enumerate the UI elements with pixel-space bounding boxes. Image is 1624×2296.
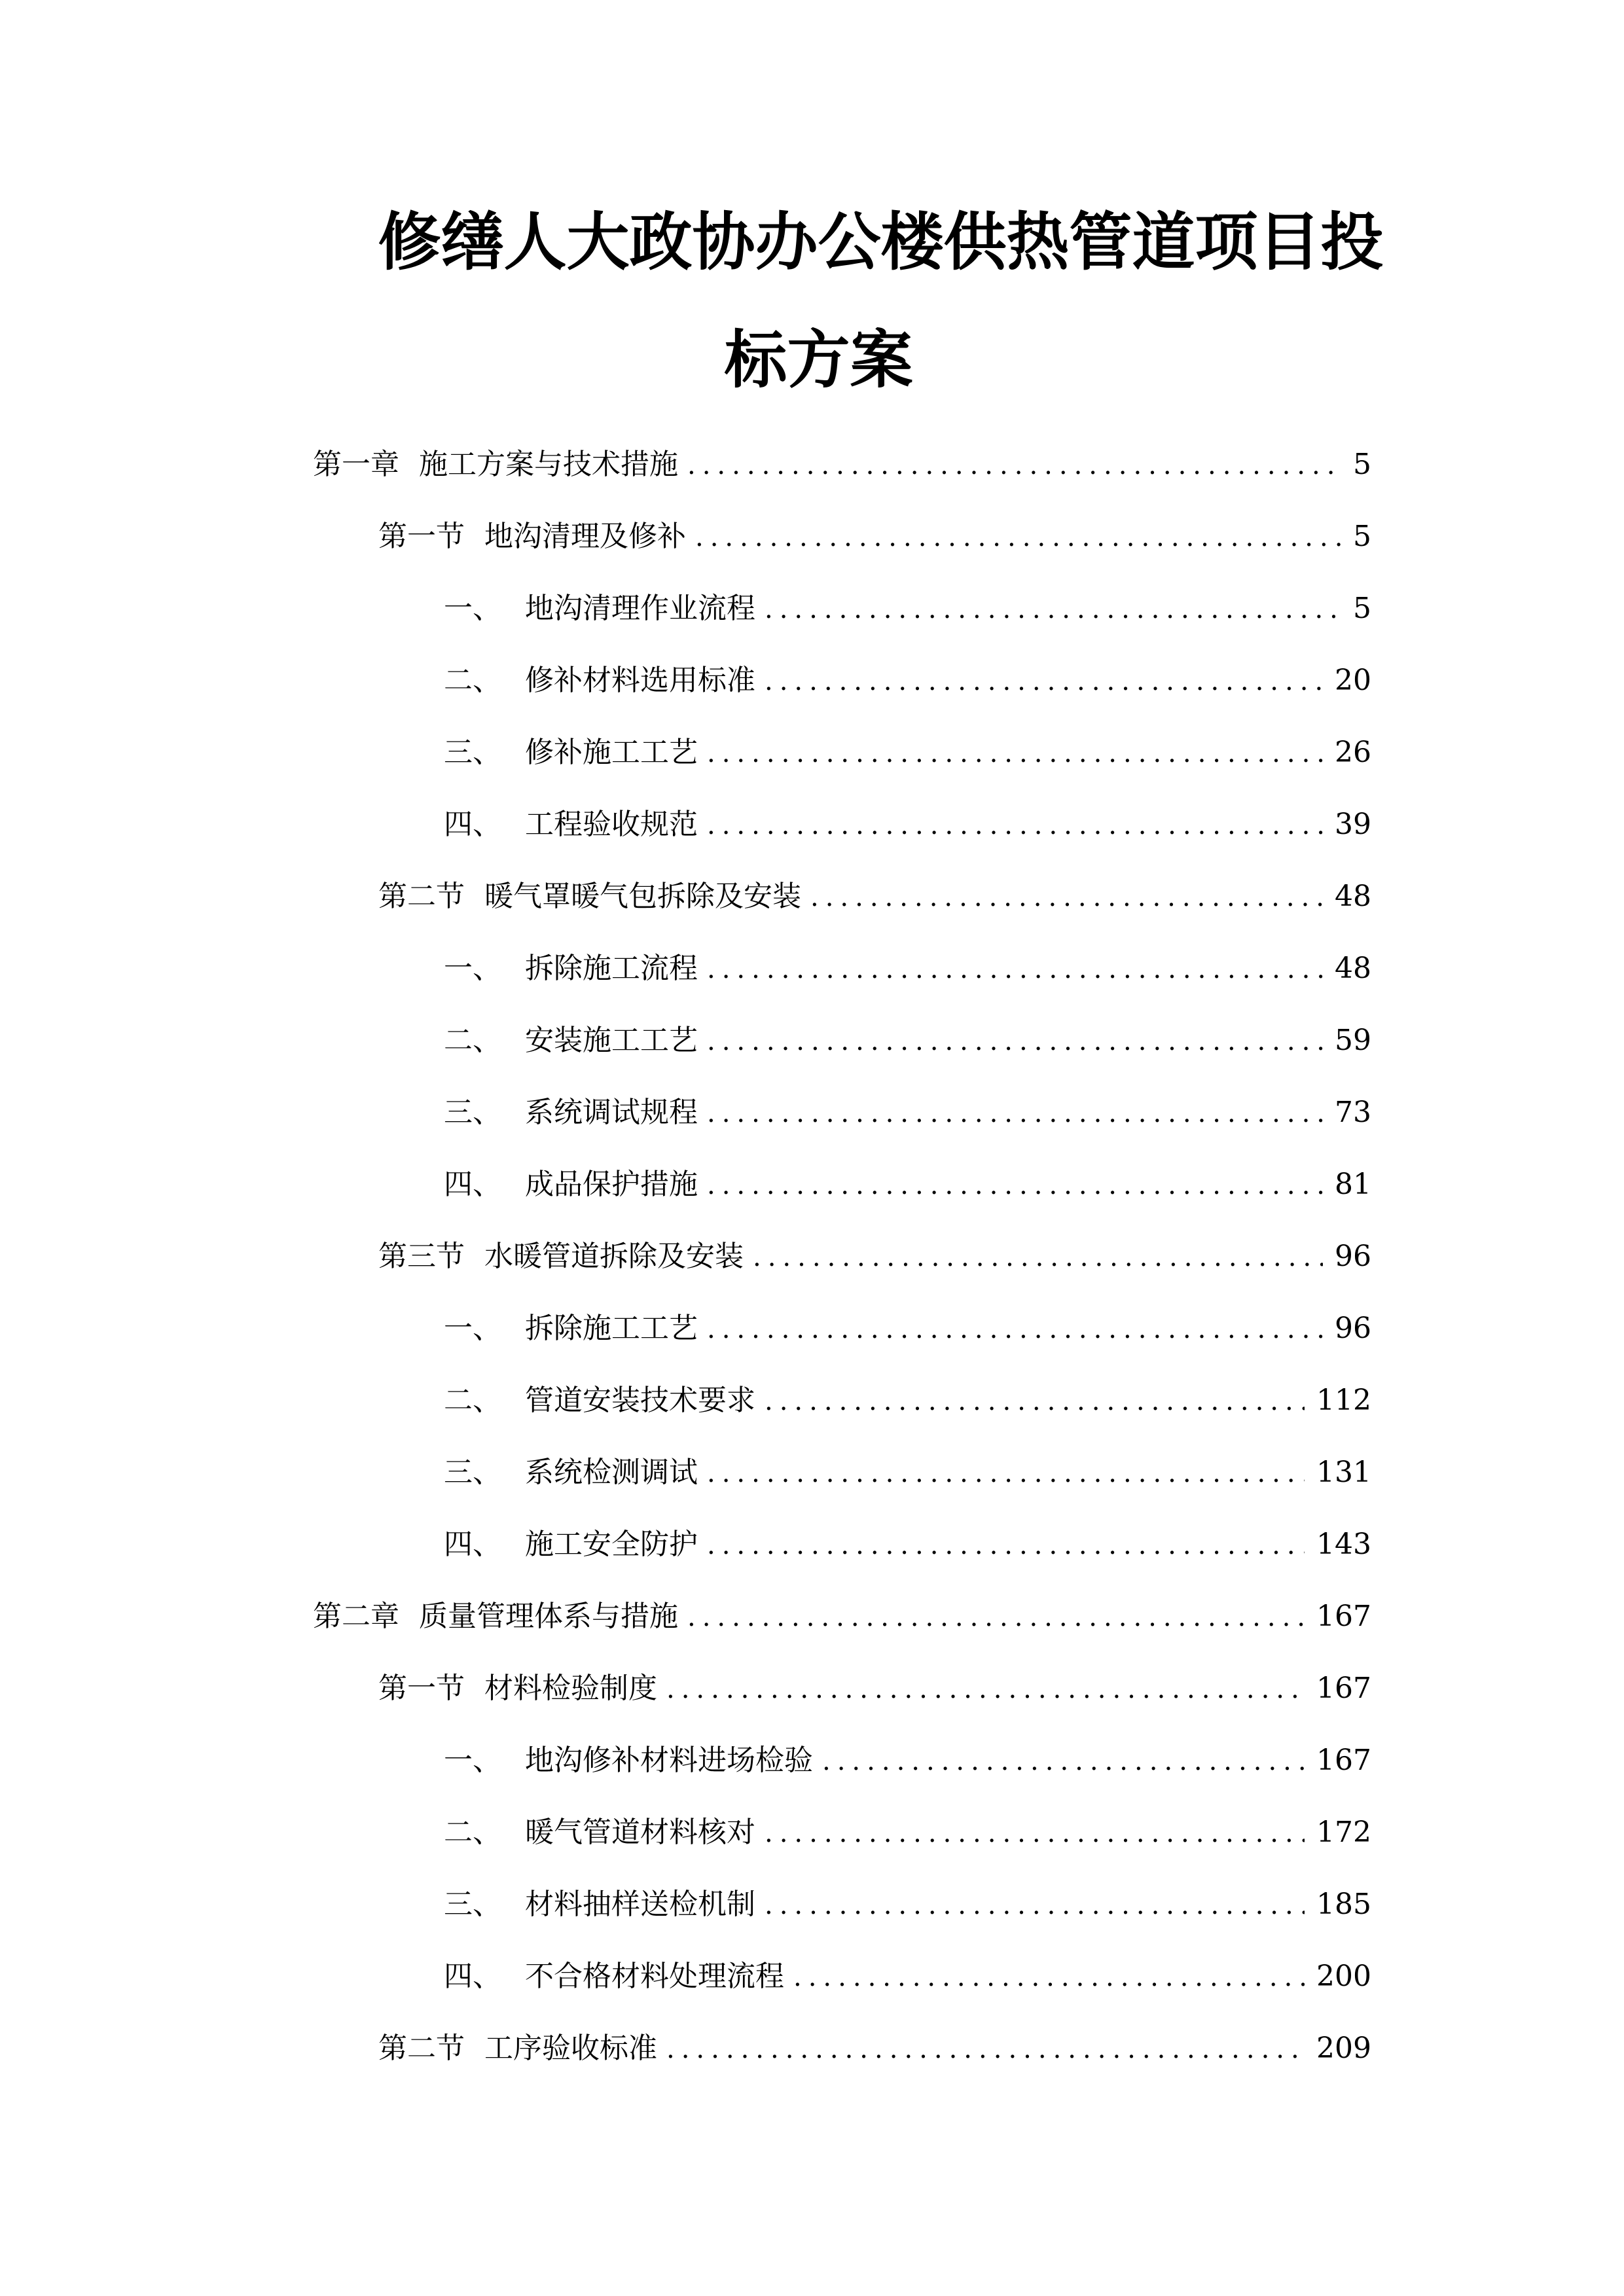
toc-entry-title: 施工方案与技术措施 <box>419 448 678 481</box>
toc-entry-page: 172 <box>1316 1816 1371 1849</box>
toc-entry-number: 一、 <box>444 592 501 625</box>
toc-entry-item[interactable] <box>0 733 1624 772</box>
toc-entry-page: 96 <box>1335 1312 1371 1345</box>
toc-entry-page: 81 <box>1335 1168 1371 1201</box>
toc-entry-page: 131 <box>1316 1456 1371 1489</box>
toc-entry-item[interactable] <box>0 1381 1624 1420</box>
toc-dot-leader <box>707 734 1323 773</box>
toc-entry-title: 水暖管道拆除及安装 <box>484 1240 744 1273</box>
toc-dot-leader <box>707 1094 1323 1133</box>
toc-entry-item[interactable] <box>0 805 1624 844</box>
toc-dot-leader <box>765 1886 1305 1925</box>
toc-entry-page: 112 <box>1316 1384 1371 1417</box>
toc-entry-title: 不合格材料处理流程 <box>525 1960 784 1993</box>
toc-entry-number: 四、 <box>444 1168 501 1201</box>
toc-entry-page: 26 <box>1335 736 1371 769</box>
toc-entry-title: 安装施工工艺 <box>525 1024 698 1057</box>
toc-entry-number: 四、 <box>444 808 501 841</box>
toc-entry-title: 暖气管道材料核对 <box>525 1816 755 1849</box>
toc-entry-title: 工程验收规范 <box>525 808 698 841</box>
toc-entry-item[interactable] <box>0 1021 1624 1060</box>
toc-dot-leader <box>810 878 1323 917</box>
toc-entry-page: 5 <box>1353 592 1371 625</box>
toc-entry-page: 73 <box>1335 1096 1371 1129</box>
toc-entry-number: 三、 <box>444 736 501 769</box>
toc-dot-leader <box>765 590 1341 629</box>
toc-entry-number: 四、 <box>444 1528 501 1561</box>
toc-entry-item[interactable] <box>0 1813 1624 1852</box>
toc-entry-page: 48 <box>1335 880 1371 913</box>
toc-entry-title: 系统检测调试 <box>525 1456 698 1489</box>
toc-dot-leader <box>666 2030 1305 2069</box>
toc-entry-number: 第二节 <box>378 880 465 913</box>
toc-dot-leader <box>707 1022 1323 1061</box>
toc-entry-section[interactable] <box>0 1237 1624 1276</box>
toc-entry-item[interactable] <box>0 1093 1624 1132</box>
toc-entry-page: 209 <box>1316 2032 1371 2065</box>
toc-entry-number: 第二节 <box>378 2032 465 2065</box>
toc-dot-leader <box>765 662 1323 701</box>
toc-entry-page: 167 <box>1316 1672 1371 1705</box>
document-title-line-1: 修缮人大政协办公楼供热管道项目投 <box>378 206 1384 279</box>
toc-entry-title: 系统调试规程 <box>525 1096 698 1129</box>
toc-dot-leader <box>753 1238 1323 1277</box>
toc-entry-item[interactable] <box>0 949 1624 988</box>
toc-entry-number: 三、 <box>444 1456 501 1489</box>
toc-dot-leader <box>793 1958 1305 1997</box>
toc-entry-page: 143 <box>1316 1528 1371 1561</box>
toc-entry-page: 5 <box>1353 520 1371 553</box>
toc-entry-item[interactable] <box>0 1309 1624 1348</box>
toc-entry-number: 二、 <box>444 1024 501 1057</box>
toc-dot-leader <box>687 446 1341 485</box>
toc-entry-number: 一、 <box>444 1312 501 1345</box>
toc-dot-leader <box>707 1526 1305 1565</box>
toc-entry-section[interactable] <box>0 517 1624 556</box>
toc-entry-title: 地沟清理及修补 <box>484 520 686 553</box>
toc-entry-section[interactable] <box>0 2029 1624 2068</box>
toc-entry-item[interactable] <box>0 1957 1624 1996</box>
toc-entry-title: 修补施工工艺 <box>525 736 698 769</box>
toc-entry-number: 四、 <box>444 1960 501 1993</box>
toc-entry-title: 暖气罩暖气包拆除及安装 <box>484 880 801 913</box>
toc-entry-page: 59 <box>1335 1024 1371 1057</box>
toc-dot-leader <box>666 1670 1305 1709</box>
toc-entry-title: 施工安全防护 <box>525 1528 698 1561</box>
toc-dot-leader <box>707 1166 1323 1205</box>
toc-entry-number: 一、 <box>444 1744 501 1777</box>
toc-entry-section[interactable] <box>0 1669 1624 1708</box>
toc-entry-number: 二、 <box>444 664 501 697</box>
toc-entry-number: 第二章 <box>313 1600 399 1633</box>
toc-entry-title: 拆除施工流程 <box>525 952 698 985</box>
toc-entry-number: 三、 <box>444 1888 501 1921</box>
toc-entry-page: 167 <box>1316 1600 1371 1633</box>
toc-dot-leader <box>765 1814 1305 1853</box>
toc-entry-number: 一、 <box>444 952 501 985</box>
toc-entry-title: 修补材料选用标准 <box>525 664 755 697</box>
toc-entry-title: 成品保护措施 <box>525 1168 698 1201</box>
toc-dot-leader <box>707 1310 1323 1349</box>
toc-entry-title: 地沟清理作业流程 <box>525 592 755 625</box>
toc-entry-page: 5 <box>1353 448 1371 481</box>
toc-entry-title: 质量管理体系与措施 <box>419 1600 678 1633</box>
toc-entry-number: 第一章 <box>313 448 399 481</box>
toc-entry-title: 管道安装技术要求 <box>525 1384 755 1417</box>
toc-entry-chapter[interactable] <box>0 1597 1624 1636</box>
toc-entry-item[interactable] <box>0 1741 1624 1780</box>
toc-entry-page: 185 <box>1316 1888 1371 1921</box>
toc-entry-title: 拆除施工工艺 <box>525 1312 698 1345</box>
document-title-line-2: 标方案 <box>724 323 913 397</box>
toc-entry-page: 200 <box>1316 1960 1371 1993</box>
toc-entry-number: 二、 <box>444 1816 501 1849</box>
toc-entry-page: 39 <box>1335 808 1371 841</box>
toc-dot-leader <box>687 1598 1305 1637</box>
toc-dot-leader <box>695 518 1341 557</box>
toc-entry-title: 地沟修补材料进场检验 <box>525 1744 813 1777</box>
toc-entry-title: 工序验收标准 <box>484 2032 657 2065</box>
toc-entry-number: 第一节 <box>378 1672 465 1705</box>
toc-dot-leader <box>707 950 1323 989</box>
toc-entry-item[interactable] <box>0 589 1624 628</box>
toc-entry-title: 材料抽样送检机制 <box>525 1888 755 1921</box>
toc-dot-leader <box>822 1742 1305 1781</box>
toc-entry-number: 第一节 <box>378 520 465 553</box>
toc-entry-item[interactable] <box>0 1885 1624 1924</box>
toc-dot-leader <box>707 806 1323 845</box>
toc-entry-title: 材料检验制度 <box>484 1672 657 1705</box>
toc-entry-item[interactable] <box>0 661 1624 700</box>
toc-entry-number: 二、 <box>444 1384 501 1417</box>
toc-entry-item[interactable] <box>0 1165 1624 1204</box>
toc-entry-item[interactable] <box>0 1525 1624 1564</box>
toc-entry-number: 第三节 <box>378 1240 465 1273</box>
toc-entry-page: 96 <box>1335 1240 1371 1273</box>
toc-dot-leader <box>765 1382 1305 1421</box>
toc-entry-item[interactable] <box>0 1453 1624 1492</box>
toc-entry-page: 20 <box>1335 664 1371 697</box>
toc-entry-page: 48 <box>1335 952 1371 985</box>
toc-entry-chapter[interactable] <box>0 445 1624 484</box>
toc-entry-number: 三、 <box>444 1096 501 1129</box>
toc-entry-section[interactable] <box>0 877 1624 916</box>
toc-entry-page: 167 <box>1316 1744 1371 1777</box>
toc-dot-leader <box>707 1454 1305 1493</box>
